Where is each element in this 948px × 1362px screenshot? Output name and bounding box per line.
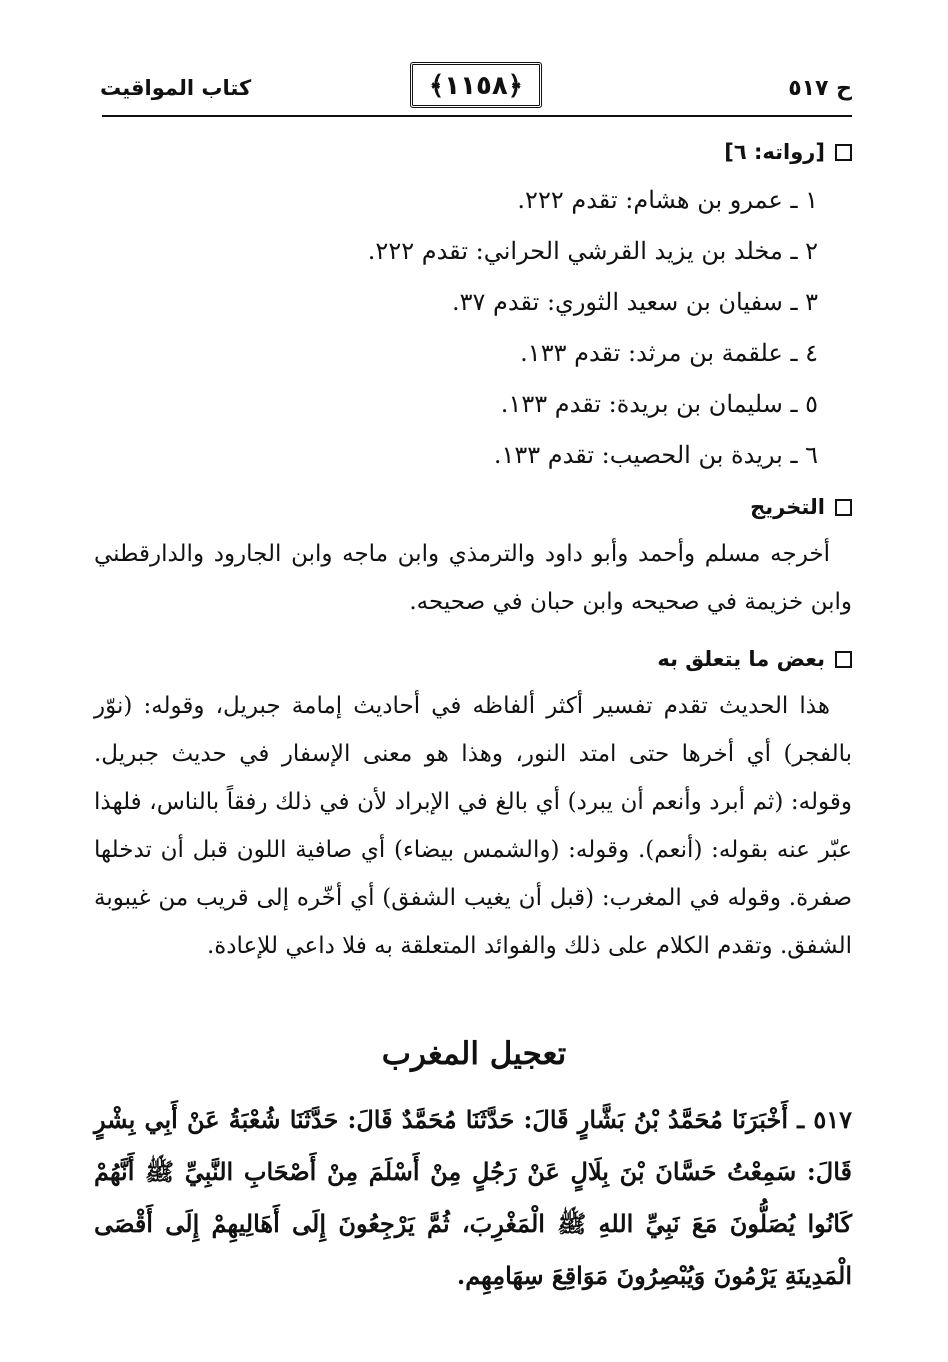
takhrij-text: أخرجه مسلم وأحمد وأبو داود والترمذي وابن ماجه وابن الجارود والدارقطني وابن خزيمة في صحيحه وابن حبان في صحيحه.: [94, 541, 852, 615]
narrator-item: ٢ ـ مخلد بن يزيد القرشي الحراني: تقدم ٢٢٢.: [367, 237, 818, 265]
hadith-text: ٥١٧ ـ أَخْبَرَنَا مُحَمَّدُ بْنُ بَشَّارٍ قَالَ: حَدَّثَنَا مُحَمَّدٌ قَالَ: حَدَّثَنَا شُعْبَةُ عَنْ أَبِي بِشْرٍ قَالَ: سَمِعْتُ حَسَّانَ بْنَ بِلَالٍ عَنْ رَجُلٍ مِنْ أَسْلَمَ مِنْ أَصْحَابِ النَّبِيِّ ﷺ أَنَّهُمْ كَانُوا يُصَلُّونَ مَعَ نَبِيِّ اللهِ ﷺ الْمَغْرِبَ، ثُمَّ يَرْجِعُونَ إِلَى أَهَالِيهِمْ إِلَى أَقْصَى الْمَدِينَةِ يَرْمُونَ وَيُبْصِرُونَ مَوَاقِعَ سِهَامِهِم.: [94, 1105, 853, 1290]
narrator-item: ٣ ـ سفيان بن سعيد الثوري: تقدم ٣٧.: [451, 288, 818, 316]
narrator-item: ١ ـ عمرو بن هشام: تقدم ٢٢٢.: [517, 186, 818, 214]
book-title: كتاب المواقيت: [100, 76, 252, 100]
related-heading-text: بعض ما يتعلق به: [657, 647, 825, 671]
narrators-heading: [724, 140, 852, 164]
hadith-reference: ح ٥١٧: [788, 76, 852, 101]
square-bullet-icon: [835, 499, 852, 516]
takhrij-heading-text: التخريج: [750, 495, 825, 519]
page-number: ﴿١١٥٨﴾: [410, 62, 542, 108]
narrators-list: [218, 175, 818, 481]
page-header: [100, 62, 852, 106]
narrator-item: ٥ ـ سليمان بن بريدة: تقدم ١٣٣.: [500, 390, 818, 418]
takhrij-heading: [750, 495, 852, 519]
narrators-heading-text: [رواته: ٦]: [724, 140, 825, 164]
narrator-item: ٦ ـ بريدة بن الحصيب: تقدم ١٣٣.: [493, 441, 818, 469]
square-bullet-icon: [835, 144, 852, 161]
chapter-title: تعجيل المغرب: [381, 1036, 567, 1072]
header-divider: [102, 115, 852, 117]
narrator-item: ٤ ـ علقمة بن مرثد: تقدم ١٣٣.: [520, 339, 818, 367]
square-bullet-icon: [835, 651, 852, 668]
related-text: هذا الحديث تقدم تفسير أكثر ألفاظه في أحاديث إمامة جبريل، وقوله: (نوّر بالفجر) أي أخرها حتى امتد النور، وهذا هو معنى الإسفار في حديث جبريل. وقوله: (ثم أبرد وأنعم أن يبرد) أي بالغ في الإبراد لأن في ذلك رفقاً بالناس، فلهذا عبّر عنه بقوله: (أنعم). وقوله: (والشمس بيضاء) أي صافية اللون قبل أن تدخلها صفرة. وقوله في المغرب: (قبل أن يغيب الشفق) أي أخّره إلى قريب من غيبوبة الشفق. وتقدم الكلام على ذلك والفوائد المتعلقة به فلا داعي للإعادة.: [94, 693, 852, 959]
related-heading: [657, 647, 852, 671]
